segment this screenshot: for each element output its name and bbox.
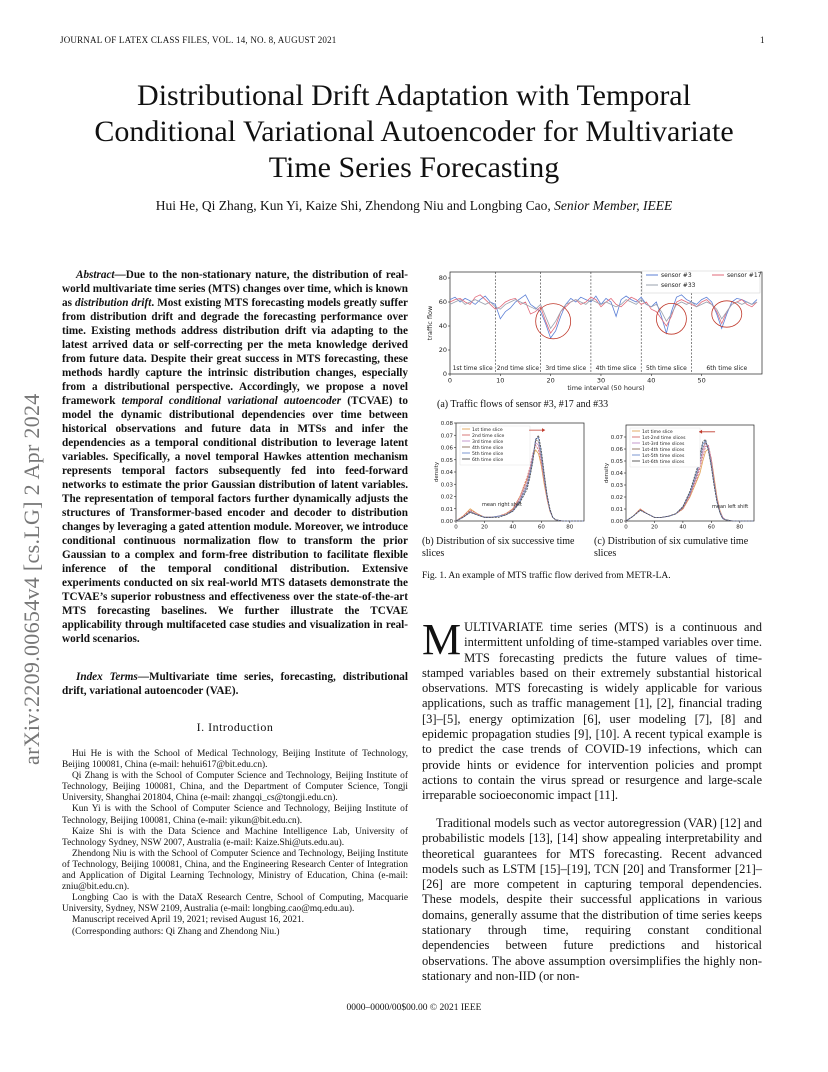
citation-link[interactable]: [9] <box>573 727 589 742</box>
citation-link[interactable]: [8] <box>720 711 736 726</box>
y-tick-label: 20 <box>438 346 447 354</box>
x-tick-label: 80 <box>566 524 574 531</box>
citation-link[interactable]: [6] <box>583 711 598 726</box>
citation-link[interactable]: [26] <box>422 877 443 892</box>
intro-paragraph-1 <box>422 615 763 804</box>
y-tick-label: 0.00 <box>610 519 623 525</box>
subcaption-a: (a) Traffic flows of sensor #3, #17 and #33 <box>437 399 609 410</box>
y-tick-label: 0.06 <box>610 447 623 453</box>
footnote: Kun Yi is with the School of Computer Science and Technology, Beijing Institute of Technology, Beijing 100081, China (e-mail: yikun@bit.edu.cn). <box>62 804 408 826</box>
author-suffix: Senior Member, IEEE <box>554 198 673 213</box>
y-tick-label: 0.01 <box>610 507 623 513</box>
series-line <box>450 295 757 338</box>
y-tick-label: 60 <box>438 298 447 306</box>
subcaption-c: (c) Distribution of six cumulative time slices <box>594 536 749 559</box>
text: show appealing interpretability and theoretical guarantees for MTS forecasting. Recent advanced models such as LSTM <box>422 831 762 876</box>
text: are more competent in capturing temporal dependencies. These models, despite their successful applications in various domains, generally assume that the distribution of time series keeps stationary through time, requiring constant conditional dependencies between future predictions and historical observations. The above assumption oversimplifies the highly non-stationary and non-IID (or non- <box>422 877 762 983</box>
abstract-text-3: (TCVAE) to model the dynamic distributional dependencies over time between historical observations and future data in MTSs and infer the dependencies as a temporal conditional distribution to leverage latent variables. Specifically, a novel temporal Hawkes attention mechanism represents temporal factors subsequently fed into feed-forward networks to estimate the prior Gaussian distribution of latent variables. The representation of temporal factors further dynamically adjusts the structures of Transformer-based encoder and decoder to distribution changes by leveraging a gated attention module. Moreover, we introduce conditional continuous normalization flow to transform the prior Gaussian to a complex and form-free distribution to facilitate flexible inference of the temporal conditional distribution. Extensive experiments conducted on six real-world MTS datasets demonstrate the TCVAE’s superior robustness and effectiveness over the state-of-the-art MTS forecasting baselines. We further illustrate the TCVAE applicability through multifaceted case studies and visualization in real-world scenarios. <box>62 395 408 645</box>
legend-label: 1st-4th time slices <box>642 447 685 453</box>
slice-label: 2nd time slice <box>496 365 540 372</box>
figure-1 <box>422 268 772 568</box>
x-tick-label: 20 <box>650 524 658 531</box>
y-axis-label: density <box>434 461 440 483</box>
y-axis-label: density <box>604 462 610 484</box>
chart-legend <box>642 271 762 293</box>
slice-label: 1st time slice <box>452 365 493 372</box>
legend-label: 3rd time slice <box>472 439 504 445</box>
x-tick-label: 80 <box>736 524 744 531</box>
slice-label: 5th time slice <box>645 365 687 372</box>
y-tick-label: 0.00 <box>440 519 453 525</box>
text: , <box>549 831 558 846</box>
x-tick-label: 20 <box>546 376 555 385</box>
text: Traditional models such as vector autoregression (VAR) <box>436 816 720 830</box>
abstract-text-2: . Most existing MTS forecasting models greatly suffer from distribution drift and degrade the forecasting performance over time. Existing methods address distribution drift via adapting to the latest arrived data or self-correcting per the meta knowledge derived from future data. Despite their great success in MTS forecasting, these methods hardly capture the intrinsic distribution changes, especially from a distributional perspective. Accordingly, we propose a novel framework <box>62 297 409 407</box>
footnote: Manuscript received April 19, 2021; revised August 16, 2021. <box>72 915 304 926</box>
legend-label: sensor #33 <box>661 282 696 289</box>
citation-link[interactable]: [21] <box>734 861 756 876</box>
citation-link[interactable]: [14] <box>557 831 578 846</box>
y-tick-label: 0.07 <box>440 433 453 440</box>
footnote: Kaize Shi is with the Data Science and Machine Intelligence Lab, University of Technology Sydney, NSW 2007, Australia (e-mail: Kaize.Shi@uts.edu.au). <box>62 826 408 848</box>
text: , TCN <box>587 861 624 876</box>
x-tick-label: 40 <box>509 524 517 531</box>
legend-label: 1st-5th time slices <box>642 453 685 459</box>
text: . A recent typical example is to predict the case trends of COVID-19 infections, which can provide hints or evidence for intervention policies and prompt actions to contain the virus spread or resurgence and large-scale irreparable socioeconomic impact <box>422 727 762 803</box>
citation-link[interactable]: [3] <box>422 711 437 726</box>
figure-caption: Fig. 1. An example of MTS traffic flow derived from METR-LA. <box>422 571 671 581</box>
abstract-text-1: —Due to the non-stationary nature, the distribution of real-world multivariate time series (MTS) changes over time, which is known as <box>62 269 408 309</box>
y-tick-label: 0.02 <box>440 494 453 501</box>
legend-label: 2nd time slice <box>472 433 505 439</box>
text: – <box>560 861 567 876</box>
copyright-footer: 0000–0000/00$00.00 © 2021 IEEE <box>346 1003 482 1013</box>
citation-link[interactable]: [5] <box>442 711 458 726</box>
footnotes <box>62 749 408 938</box>
arxiv-stamp-text: arXiv:2209.00654v4 [cs.LG] 2 Apr 2024 <box>19 393 44 765</box>
x-tick-label: 50 <box>697 376 706 385</box>
citation-link[interactable]: [12] <box>719 816 741 830</box>
annotation-text: mean right shift <box>482 502 522 508</box>
author-list <box>60 198 768 214</box>
citation-link[interactable]: [7] <box>694 711 710 726</box>
x-tick-label: 60 <box>707 524 715 531</box>
legend-label: sensor #3 <box>661 272 692 279</box>
x-tick-label: 0 <box>447 376 453 385</box>
arxiv-stamp <box>19 295 45 765</box>
abstract-emphasis-2: temporal conditional variational autoencoder <box>121 395 342 407</box>
y-tick-label: 0.04 <box>440 470 453 476</box>
citation-link[interactable]: [15] <box>539 861 561 876</box>
legend-label: 5th time slice <box>472 451 504 457</box>
running-header: JOURNAL OF LATEX CLASS FILES, VOL. 14, NO. 8, AUGUST 2021 <box>60 35 337 45</box>
chart-legend <box>460 426 530 465</box>
drift-highlight <box>536 304 571 339</box>
index-terms-label: Index Terms <box>76 671 138 683</box>
y-tick-label: 0.03 <box>610 483 623 489</box>
text: time series (MTS) is a continuous and intermittent unfolding of time-stamped variables over time. MTS forecasting predicts the future values of time-stamped variables based on their extremely substantial historical observations. MTS forecasting is widely applicable for various applications, such as traffic management <box>422 620 762 711</box>
footnote: (Corresponding authors: Qi Zhang and Zhendong Niu.) <box>72 926 280 937</box>
citation-link[interactable]: [19] <box>566 861 588 876</box>
legend-label: 1st time slice <box>642 429 673 435</box>
y-tick-label: 0.04 <box>610 471 623 477</box>
dropcap: M <box>422 615 462 664</box>
paper-title: Distributional Drift Adaptation with Temporal Conditional Variational Autoencoder for Multivariate Time Series Forecasting <box>94 79 734 184</box>
slice-label: 4th time slice <box>595 365 637 372</box>
annotation-text: mean left shift <box>712 504 749 510</box>
citation-link[interactable]: [11] <box>594 788 615 803</box>
shift-arrow-head <box>542 428 545 432</box>
legend-label: sensor #17 <box>727 272 762 279</box>
y-axis-label: traffic flow <box>426 305 434 341</box>
citation-link[interactable]: [20] <box>623 861 644 876</box>
section-heading: I. Introduction <box>196 720 274 734</box>
footnote: Hui He is with the School of Medical Technology, Beijing Institute of Technology, Beijing 100081, China (e-mail: hehui617@bit.edu.cn). <box>62 749 408 771</box>
x-tick-label: 60 <box>537 524 545 531</box>
x-tick-label: 0 <box>454 524 458 531</box>
text: and Transformer <box>643 861 735 876</box>
y-tick-label: 40 <box>438 322 447 330</box>
abstract <box>62 268 408 646</box>
text: , energy optimization <box>457 711 584 726</box>
footnote: Qi Zhang is with the School of Computer Science and Technology, Beijing Institute of Technology, Beijing 100081, China, and the Department of Computer Science, Tongji University, Shanghai 201804, China (e-mail: zhangqi_cs@tongji.edu.cn). <box>62 771 408 804</box>
citation-link[interactable]: [13] <box>528 831 550 846</box>
y-tick-label: 0.05 <box>610 459 623 465</box>
text: and epidemic propagation studies <box>422 711 763 742</box>
chart-cumulative-slices <box>604 425 754 531</box>
x-axis-label: time interval (50 hours) <box>567 384 645 392</box>
x-tick-label: 40 <box>647 376 656 385</box>
text: . <box>614 788 618 803</box>
legend-label: 4th time slice <box>472 445 504 451</box>
y-tick-label: 0.06 <box>440 445 453 452</box>
slice-label: 6th time slice <box>706 365 748 372</box>
page-number: 1 <box>760 35 765 45</box>
footnote: Longbing Cao is with the DataX Research Centre, School of Computing, Macquarie University, Sydney, NSW 2109, Australia (e-mail: longbing.cao@mq.edu.au). <box>62 893 408 915</box>
y-tick-label: 0 <box>442 370 447 378</box>
intro-paragraph-2 <box>422 816 762 984</box>
y-tick-label: 0.07 <box>610 435 623 441</box>
author-names: Hui He, Qi Zhang, Kun Yi, Kaize Shi, Zhendong Niu and Longbing Cao, <box>155 198 551 213</box>
x-tick-label: 20 <box>480 524 488 531</box>
abstract-emphasis-1: distribution drift <box>74 297 152 309</box>
text: , <box>709 711 721 726</box>
slice-label: 3rd time slice <box>545 365 587 372</box>
abstract-label: Abstract <box>76 269 115 281</box>
text: , user modeling <box>597 711 695 726</box>
y-tick-label: 0.05 <box>440 457 453 464</box>
y-tick-label: 0.08 <box>440 421 453 427</box>
legend-label: 1st-3rd time slices <box>642 441 685 447</box>
text: and probabilistic models <box>422 816 762 846</box>
legend-label: 6th time slice <box>472 457 504 463</box>
citation-link[interactable]: [2] <box>656 696 672 711</box>
text: – <box>436 711 443 726</box>
chart-traffic-flows <box>426 271 762 392</box>
chart-legend <box>630 428 700 467</box>
text: , <box>588 727 596 742</box>
x-tick-label: 10 <box>496 376 505 385</box>
x-tick-label: 0 <box>624 524 628 531</box>
subcaption-b: (b) Distribution of six successive time slices <box>422 536 575 559</box>
x-tick-label: 40 <box>679 524 687 531</box>
text: , <box>649 696 657 711</box>
text: , financial trading <box>671 696 763 711</box>
legend-label: 1st-2nd time slices <box>642 435 686 441</box>
y-tick-label: 0.01 <box>440 506 453 513</box>
chart-successive-slices <box>434 421 584 531</box>
y-tick-label: 0.02 <box>610 495 623 501</box>
series-line <box>450 295 757 333</box>
index-terms-text: —Multivariate time series, forecasting, distributional drift, variational autoencoder (VAE). <box>62 671 408 697</box>
footnote: Zhendong Niu is with the School of Computer Science and Technology, Beijing Institute of Technology, Beijing 100081, China, and the Engineering Research Center of Integration and Application of Digital Learning Technology, Ministry of Education, China (e-mail: zniu@bit.edu.cn). <box>62 848 408 893</box>
citation-link[interactable]: [10] <box>595 727 617 742</box>
index-terms <box>62 670 408 698</box>
citation-link[interactable]: [1] <box>634 696 650 711</box>
smallcaps-word: ULTIVARIATE <box>464 620 544 634</box>
x-tick-label: 30 <box>596 376 606 385</box>
text: – <box>755 861 762 876</box>
legend-label: 1st-6th time slices <box>642 459 685 465</box>
y-tick-label: 0.03 <box>440 482 453 489</box>
y-tick-label: 80 <box>438 274 447 282</box>
legend-label: 1st time slice <box>472 427 503 433</box>
